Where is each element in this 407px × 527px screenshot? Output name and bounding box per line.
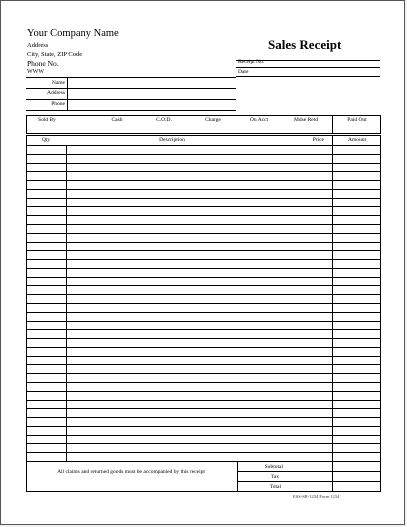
cash-label: Cash (111, 117, 123, 123)
subtotal-label: Subtotal (264, 464, 283, 470)
name-line[interactable] (26, 88, 236, 89)
cod-label: C.O.D. (156, 117, 172, 123)
customer-divider (67, 77, 68, 110)
price-column-header: Price (312, 137, 324, 143)
table-row[interactable] (26, 171, 381, 172)
table-row[interactable] (26, 329, 381, 330)
totals-divider (237, 461, 238, 492)
total-label: Total (269, 484, 281, 490)
form-code: ESS-SR-1234 Form 1234 (293, 494, 340, 499)
table-row[interactable] (26, 382, 381, 383)
table-row[interactable] (26, 364, 381, 365)
page-title: Sales Receipt (268, 37, 342, 52)
table-row[interactable] (26, 277, 381, 278)
table-row[interactable] (26, 356, 381, 357)
table-row[interactable] (26, 338, 381, 339)
table-row[interactable] (26, 224, 381, 225)
address-label: Address (46, 90, 65, 96)
tax-label: Tax (270, 474, 279, 480)
date-line[interactable] (236, 76, 380, 77)
tax-line[interactable] (237, 481, 381, 482)
table-row[interactable] (26, 452, 381, 453)
table-row[interactable] (26, 180, 381, 181)
charge-label: Charge (205, 117, 221, 123)
receipt-no-line[interactable] (236, 67, 380, 68)
table-row[interactable] (26, 321, 381, 322)
company-city-state-zip: City, State, ZIP Code (27, 51, 83, 58)
sold-by-label: Sold By (38, 117, 56, 123)
table-row[interactable] (26, 312, 381, 313)
table-row[interactable] (26, 294, 381, 295)
address-line[interactable] (26, 99, 236, 100)
date-label: Date (238, 69, 249, 75)
table-row[interactable] (26, 233, 381, 234)
table-row[interactable] (26, 163, 381, 164)
table-row[interactable] (26, 206, 381, 207)
table-row[interactable] (26, 268, 381, 269)
table-row[interactable] (26, 435, 381, 436)
amount-column-header: Amount (347, 137, 367, 143)
table-row[interactable] (26, 461, 381, 462)
table-row[interactable] (26, 417, 381, 418)
table-row[interactable] (26, 189, 381, 190)
table-row[interactable] (26, 408, 381, 409)
table-row[interactable] (26, 303, 381, 304)
table-row[interactable] (26, 242, 381, 243)
on-acct-label: On Acct (249, 117, 269, 123)
mdse-retd-label: Mdse Retd (294, 117, 318, 123)
phone-line[interactable] (26, 110, 236, 111)
paid-out-label: Paid Out (347, 117, 367, 123)
description-column-header: Description (159, 137, 185, 143)
table-row[interactable] (26, 259, 381, 260)
customer-top-rule (26, 77, 236, 78)
table-row[interactable] (26, 154, 381, 155)
company-phone: Phone No. (27, 59, 59, 68)
company-name: Your Company Name (27, 28, 119, 39)
table-row[interactable] (26, 400, 381, 401)
table-row[interactable] (26, 347, 381, 348)
name-label: Name (51, 80, 65, 86)
table-row[interactable] (26, 250, 381, 251)
table-row[interactable] (26, 285, 381, 286)
subtotal-line[interactable] (237, 471, 381, 472)
company-address: Address (27, 42, 49, 49)
claims-note: All claims and returned goods must be accompanied by this receipt (57, 469, 205, 475)
table-row[interactable] (26, 373, 381, 374)
phone-label: Phone (51, 101, 65, 107)
qty-column-header: Qty (41, 137, 51, 143)
company-web: WWW (27, 69, 44, 75)
table-row[interactable] (26, 198, 381, 199)
table-row[interactable] (26, 215, 381, 216)
table-row[interactable] (26, 426, 381, 427)
table-row[interactable] (26, 391, 381, 392)
receipt-no-top-rule (236, 60, 380, 61)
table-header-rule (26, 145, 381, 146)
paid-out-divider (332, 115, 333, 134)
receipt-no-label: Receipt No. (238, 59, 265, 65)
table-row[interactable] (26, 443, 381, 444)
